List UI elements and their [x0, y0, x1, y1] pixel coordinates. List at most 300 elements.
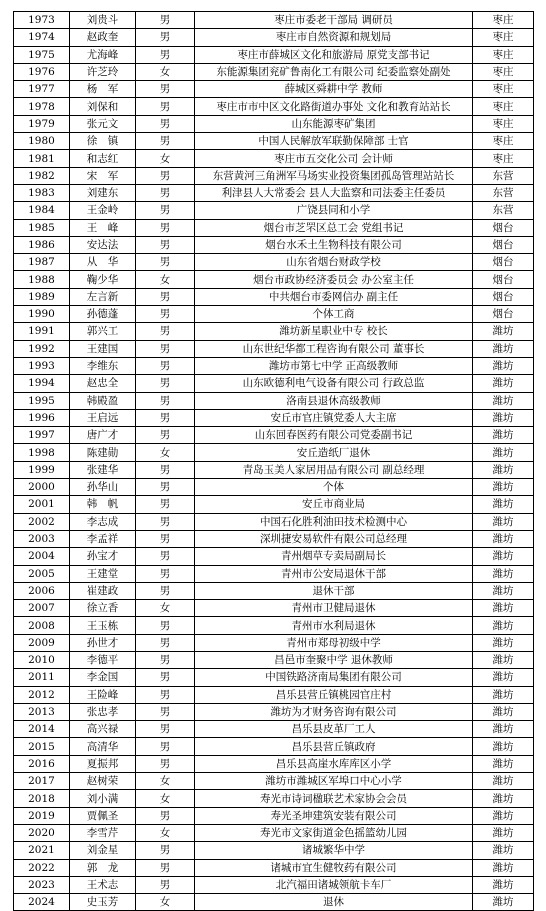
organization-cell: 退休干部: [195, 582, 473, 599]
city-cell: 潍坊: [473, 461, 534, 478]
city-cell: 潍坊: [473, 479, 534, 496]
table-row: [14, 46, 534, 63]
organization-cell: 昌乐县营丘镇桃园官庄村: [195, 686, 473, 703]
table-row: [14, 513, 534, 530]
city-cell: 潍坊: [473, 790, 534, 807]
table-row: [14, 894, 534, 911]
table-row: [14, 323, 534, 340]
row-number-cell: 2006: [14, 582, 70, 599]
gender-cell: 女: [136, 150, 195, 167]
member-name-cell: 安达法: [70, 236, 136, 253]
member-name-cell: 赵政奎: [70, 29, 136, 46]
table-row: [14, 738, 534, 755]
gender-cell: 男: [136, 288, 195, 305]
member-name-cell: 徐 镇: [70, 133, 136, 150]
table-row: [14, 807, 534, 824]
gender-cell: 女: [136, 790, 195, 807]
city-cell: 枣庄: [473, 46, 534, 63]
city-cell: 潍坊: [473, 842, 534, 859]
table-row: [14, 133, 534, 150]
row-number-cell: 2005: [14, 565, 70, 582]
member-name-cell: 史玉芳: [70, 894, 136, 911]
row-number-cell: 1996: [14, 409, 70, 426]
row-number-cell: 1989: [14, 288, 70, 305]
table-row: [14, 167, 534, 184]
gender-cell: 男: [136, 461, 195, 478]
row-number-cell: 2020: [14, 824, 70, 841]
organization-cell: 山东欧德利电气设备有限公司 行政总监: [195, 375, 473, 392]
row-number-cell: 2016: [14, 755, 70, 772]
table-row: [14, 306, 534, 323]
table-row: [14, 617, 534, 634]
city-cell: 枣庄: [473, 133, 534, 150]
organization-cell: 山东回春医药有限公司党委副书记: [195, 427, 473, 444]
city-cell: 潍坊: [473, 340, 534, 357]
organization-cell: 诸城繁华中学: [195, 842, 473, 859]
city-cell: 潍坊: [473, 323, 534, 340]
gender-cell: 男: [136, 634, 195, 651]
member-name-cell: 孙世才: [70, 634, 136, 651]
member-name-cell: 高清华: [70, 738, 136, 755]
gender-cell: 男: [136, 755, 195, 772]
gender-cell: 女: [136, 824, 195, 841]
table-row: [14, 703, 534, 720]
row-number-cell: 2011: [14, 669, 70, 686]
organization-cell: 昌邑市奎聚中学 退休教师: [195, 651, 473, 668]
gender-cell: 男: [136, 669, 195, 686]
gender-cell: 男: [136, 876, 195, 893]
member-name-cell: 陈建勋: [70, 444, 136, 461]
organization-cell: 薛城区舜耕中学 教师: [195, 81, 473, 98]
gender-cell: 男: [136, 565, 195, 582]
organization-cell: 烟台市芝罘区总工会 党组书记: [195, 219, 473, 236]
table-row: [14, 288, 534, 305]
table-row: [14, 686, 534, 703]
city-cell: 烟台: [473, 306, 534, 323]
gender-cell: 男: [136, 479, 195, 496]
city-cell: 潍坊: [473, 565, 534, 582]
row-number-cell: 1994: [14, 375, 70, 392]
organization-cell: 潍坊新星职业中专 校长: [195, 323, 473, 340]
organization-cell: 潍坊为才财务咨询有限公司: [195, 703, 473, 720]
city-cell: 东营: [473, 184, 534, 201]
organization-cell: 东营黄河三角洲军马场实业投资集团孤岛管理站站长: [195, 167, 473, 184]
city-cell: 潍坊: [473, 548, 534, 565]
member-name-cell: 鞠少华: [70, 271, 136, 288]
organization-cell: 青州市公安局退休干部: [195, 565, 473, 582]
gender-cell: 男: [136, 323, 195, 340]
city-cell: 枣庄: [473, 63, 534, 80]
organization-cell: 枣庄市薛城区文化和旅游局 原党支部书记: [195, 46, 473, 63]
table-row: [14, 461, 534, 478]
row-number-cell: 1993: [14, 357, 70, 374]
row-number-cell: 1982: [14, 167, 70, 184]
member-name-cell: 王玉栋: [70, 617, 136, 634]
organization-cell: 枣庄市市中区文化路街道办事处 文化和教育站站长: [195, 98, 473, 115]
table-row: [14, 271, 534, 288]
gender-cell: 女: [136, 63, 195, 80]
gender-cell: 男: [136, 340, 195, 357]
city-cell: 东营: [473, 167, 534, 184]
gender-cell: 男: [136, 81, 195, 98]
gender-cell: 男: [136, 219, 195, 236]
organization-cell: 利津县人大常委会 县人大监察和司法委主任委员: [195, 184, 473, 201]
table-row: [14, 219, 534, 236]
member-name-cell: 孙德蓬: [70, 306, 136, 323]
gender-cell: 男: [136, 98, 195, 115]
table-row: [14, 12, 534, 29]
gender-cell: 女: [136, 600, 195, 617]
gender-cell: 男: [136, 859, 195, 876]
row-number-cell: 1977: [14, 81, 70, 98]
city-cell: 东营: [473, 202, 534, 219]
row-number-cell: 1995: [14, 392, 70, 409]
member-name-cell: 刘贵斗: [70, 12, 136, 29]
row-number-cell: 2017: [14, 773, 70, 790]
gender-cell: 男: [136, 807, 195, 824]
table-row: [14, 565, 534, 582]
member-name-cell: 赵树荣: [70, 773, 136, 790]
organization-cell: 寿光市文家街道金色摇篮幼儿园: [195, 824, 473, 841]
member-name-cell: 李维东: [70, 357, 136, 374]
organization-cell: 退休: [195, 894, 473, 911]
member-name-cell: 王 峰: [70, 219, 136, 236]
table-row: [14, 254, 534, 271]
table-body: [14, 12, 534, 911]
member-table: [13, 11, 534, 911]
row-number-cell: 1988: [14, 271, 70, 288]
row-number-cell: 1986: [14, 236, 70, 253]
table-row: [14, 842, 534, 859]
organization-cell: 个体工商: [195, 306, 473, 323]
gender-cell: 男: [136, 12, 195, 29]
row-number-cell: 1980: [14, 133, 70, 150]
table-row: [14, 651, 534, 668]
member-name-cell: 王险峰: [70, 686, 136, 703]
member-name-cell: 王金岭: [70, 202, 136, 219]
gender-cell: 男: [136, 513, 195, 530]
city-cell: 枣庄: [473, 12, 534, 29]
row-number-cell: 1975: [14, 46, 70, 63]
table-row: [14, 357, 534, 374]
table-row: [14, 375, 534, 392]
city-cell: 潍坊: [473, 427, 534, 444]
row-number-cell: 2015: [14, 738, 70, 755]
gender-cell: 女: [136, 894, 195, 911]
city-cell: 潍坊: [473, 496, 534, 513]
row-number-cell: 2024: [14, 894, 70, 911]
table-row: [14, 876, 534, 893]
city-cell: 潍坊: [473, 634, 534, 651]
organization-cell: 青州市卫健局退休: [195, 600, 473, 617]
row-number-cell: 2010: [14, 651, 70, 668]
row-number-cell: 2000: [14, 479, 70, 496]
city-cell: 潍坊: [473, 392, 534, 409]
member-name-cell: 韩 帆: [70, 496, 136, 513]
member-name-cell: 李孟祥: [70, 530, 136, 547]
organization-cell: 枣庄市五交化公司 会计师: [195, 150, 473, 167]
gender-cell: 男: [136, 167, 195, 184]
row-number-cell: 1991: [14, 323, 70, 340]
gender-cell: 男: [136, 582, 195, 599]
table-row: [14, 409, 534, 426]
gender-cell: 女: [136, 271, 195, 288]
member-name-cell: 李雪芹: [70, 824, 136, 841]
member-name-cell: 宋 军: [70, 167, 136, 184]
gender-cell: 男: [136, 133, 195, 150]
member-name-cell: 左言新: [70, 288, 136, 305]
row-number-cell: 2012: [14, 686, 70, 703]
row-number-cell: 1990: [14, 306, 70, 323]
member-name-cell: 和志红: [70, 150, 136, 167]
organization-cell: 潍坊市第七中学 正高级教师: [195, 357, 473, 374]
member-name-cell: 刘金星: [70, 842, 136, 859]
gender-cell: 男: [136, 115, 195, 132]
gender-cell: 女: [136, 444, 195, 461]
table-row: [14, 721, 534, 738]
member-name-cell: 从 华: [70, 254, 136, 271]
table-row: [14, 530, 534, 547]
gender-cell: 男: [136, 427, 195, 444]
row-number-cell: 1983: [14, 184, 70, 201]
table-row: [14, 98, 534, 115]
city-cell: 枣庄: [473, 115, 534, 132]
city-cell: 潍坊: [473, 755, 534, 772]
member-name-cell: 王建国: [70, 340, 136, 357]
gender-cell: 男: [136, 686, 195, 703]
table-row: [14, 63, 534, 80]
row-number-cell: 1997: [14, 427, 70, 444]
table-row: [14, 669, 534, 686]
city-cell: 潍坊: [473, 600, 534, 617]
row-number-cell: 1978: [14, 98, 70, 115]
city-cell: 枣庄: [473, 150, 534, 167]
table-row: [14, 600, 534, 617]
city-cell: 潍坊: [473, 686, 534, 703]
member-name-cell: 郭兴工: [70, 323, 136, 340]
city-cell: 潍坊: [473, 669, 534, 686]
organization-cell: 青州市水利局退休: [195, 617, 473, 634]
member-name-cell: 尤海峰: [70, 46, 136, 63]
row-number-cell: 2009: [14, 634, 70, 651]
organization-cell: 诸城市宜生健牧药有限公司: [195, 859, 473, 876]
organization-cell: 烟台市政协经济委员会 办公室主任: [195, 271, 473, 288]
city-cell: 潍坊: [473, 703, 534, 720]
member-name-cell: 张忠孝: [70, 703, 136, 720]
city-cell: 烟台: [473, 254, 534, 271]
organization-cell: 洛南县退休高级教师: [195, 392, 473, 409]
city-cell: 潍坊: [473, 807, 534, 824]
member-name-cell: 刘小满: [70, 790, 136, 807]
organization-cell: 烟台水禾土生物科技有限公司: [195, 236, 473, 253]
organization-cell: 安丘市官庄镇党委人大主席: [195, 409, 473, 426]
table-row: [14, 755, 534, 772]
row-number-cell: 1984: [14, 202, 70, 219]
city-cell: 潍坊: [473, 876, 534, 893]
table-row: [14, 444, 534, 461]
gender-cell: 男: [136, 530, 195, 547]
organization-cell: 寿光圣坤建筑安装有限公司: [195, 807, 473, 824]
gender-cell: 男: [136, 721, 195, 738]
organization-cell: 青州市郑母初级中学: [195, 634, 473, 651]
member-name-cell: 李德平: [70, 651, 136, 668]
table-row: [14, 150, 534, 167]
document-page: [13, 11, 534, 911]
row-number-cell: 2022: [14, 859, 70, 876]
member-name-cell: 高兴禄: [70, 721, 136, 738]
member-name-cell: 孙华山: [70, 479, 136, 496]
organization-cell: 深圳捷安易软件有限公司总经理: [195, 530, 473, 547]
table-row: [14, 773, 534, 790]
gender-cell: 男: [136, 842, 195, 859]
organization-cell: 青岛玉美人家居用品有限公司 副总经理: [195, 461, 473, 478]
gender-cell: 男: [136, 29, 195, 46]
member-name-cell: 王启远: [70, 409, 136, 426]
member-name-cell: 李志成: [70, 513, 136, 530]
organization-cell: 安丘市商业局: [195, 496, 473, 513]
city-cell: 枣庄: [473, 98, 534, 115]
member-name-cell: 韩殿盈: [70, 392, 136, 409]
member-name-cell: 许芝玲: [70, 63, 136, 80]
gender-cell: 男: [136, 46, 195, 63]
organization-cell: 寿光市诗词楹联艺术家协会会员: [195, 790, 473, 807]
row-number-cell: 2013: [14, 703, 70, 720]
table-row: [14, 790, 534, 807]
city-cell: 潍坊: [473, 738, 534, 755]
row-number-cell: 2021: [14, 842, 70, 859]
table-row: [14, 859, 534, 876]
table-row: [14, 184, 534, 201]
member-name-cell: 赵忠全: [70, 375, 136, 392]
table-row: [14, 427, 534, 444]
city-cell: 潍坊: [473, 617, 534, 634]
table-row: [14, 115, 534, 132]
row-number-cell: 1992: [14, 340, 70, 357]
table-row: [14, 236, 534, 253]
gender-cell: 男: [136, 236, 195, 253]
city-cell: 潍坊: [473, 773, 534, 790]
gender-cell: 男: [136, 357, 195, 374]
gender-cell: 男: [136, 392, 195, 409]
row-number-cell: 1987: [14, 254, 70, 271]
table-row: [14, 634, 534, 651]
table-row: [14, 582, 534, 599]
member-name-cell: 张元文: [70, 115, 136, 132]
city-cell: 烟台: [473, 219, 534, 236]
organization-cell: 东能源集团兖矿鲁南化工有限公司 纪委监察处副处: [195, 63, 473, 80]
gender-cell: 男: [136, 703, 195, 720]
member-name-cell: 刘保和: [70, 98, 136, 115]
gender-cell: 男: [136, 548, 195, 565]
table-row: [14, 479, 534, 496]
city-cell: 潍坊: [473, 357, 534, 374]
gender-cell: 男: [136, 738, 195, 755]
row-number-cell: 2007: [14, 600, 70, 617]
row-number-cell: 2001: [14, 496, 70, 513]
gender-cell: 男: [136, 617, 195, 634]
table-row: [14, 202, 534, 219]
city-cell: 烟台: [473, 271, 534, 288]
table-row: [14, 496, 534, 513]
organization-cell: 个体: [195, 479, 473, 496]
organization-cell: 山东能源枣矿集团: [195, 115, 473, 132]
city-cell: 潍坊: [473, 651, 534, 668]
table-row: [14, 29, 534, 46]
row-number-cell: 1999: [14, 461, 70, 478]
row-number-cell: 2004: [14, 548, 70, 565]
row-number-cell: 1998: [14, 444, 70, 461]
member-name-cell: 刘建东: [70, 184, 136, 201]
member-name-cell: 崔建政: [70, 582, 136, 599]
row-number-cell: 2014: [14, 721, 70, 738]
gender-cell: 男: [136, 375, 195, 392]
city-cell: 枣庄: [473, 29, 534, 46]
member-name-cell: 孙宝才: [70, 548, 136, 565]
member-name-cell: 杨 军: [70, 81, 136, 98]
organization-cell: 安丘造纸厂退休: [195, 444, 473, 461]
gender-cell: 男: [136, 184, 195, 201]
gender-cell: 男: [136, 651, 195, 668]
city-cell: 枣庄: [473, 81, 534, 98]
city-cell: 潍坊: [473, 513, 534, 530]
gender-cell: 男: [136, 306, 195, 323]
gender-cell: 男: [136, 496, 195, 513]
member-name-cell: 王术志: [70, 876, 136, 893]
member-name-cell: 唐广才: [70, 427, 136, 444]
organization-cell: 广饶县同和小学: [195, 202, 473, 219]
gender-cell: 女: [136, 773, 195, 790]
table-row: [14, 340, 534, 357]
organization-cell: 潍坊市潍城区军埠口中心小学: [195, 773, 473, 790]
city-cell: 潍坊: [473, 409, 534, 426]
row-number-cell: 2008: [14, 617, 70, 634]
member-name-cell: 王建堂: [70, 565, 136, 582]
organization-cell: 昌乐县营丘镇政府: [195, 738, 473, 755]
row-number-cell: 1974: [14, 29, 70, 46]
row-number-cell: 1981: [14, 150, 70, 167]
row-number-cell: 2018: [14, 790, 70, 807]
member-name-cell: 贾佩圣: [70, 807, 136, 824]
gender-cell: 男: [136, 202, 195, 219]
table-row: [14, 81, 534, 98]
row-number-cell: 1973: [14, 12, 70, 29]
row-number-cell: 1976: [14, 63, 70, 80]
organization-cell: 青州烟草专卖局副局长: [195, 548, 473, 565]
member-name-cell: 徐立香: [70, 600, 136, 617]
city-cell: 烟台: [473, 288, 534, 305]
organization-cell: 中国石化胜利油田技术检测中心: [195, 513, 473, 530]
organization-cell: 山东世纪华都工程咨询有限公司 董事长: [195, 340, 473, 357]
member-name-cell: 张建华: [70, 461, 136, 478]
gender-cell: 男: [136, 409, 195, 426]
city-cell: 潍坊: [473, 582, 534, 599]
city-cell: 潍坊: [473, 721, 534, 738]
member-name-cell: 李金国: [70, 669, 136, 686]
row-number-cell: 2002: [14, 513, 70, 530]
city-cell: 潍坊: [473, 375, 534, 392]
organization-cell: 枣庄市自然资源和规划局: [195, 29, 473, 46]
organization-cell: 中国铁路济南局集团有限公司: [195, 669, 473, 686]
city-cell: 潍坊: [473, 444, 534, 461]
row-number-cell: 2019: [14, 807, 70, 824]
table-row: [14, 392, 534, 409]
city-cell: 烟台: [473, 236, 534, 253]
city-cell: 潍坊: [473, 530, 534, 547]
row-number-cell: 2003: [14, 530, 70, 547]
member-name-cell: 郭 龙: [70, 859, 136, 876]
row-number-cell: 1979: [14, 115, 70, 132]
gender-cell: 男: [136, 254, 195, 271]
